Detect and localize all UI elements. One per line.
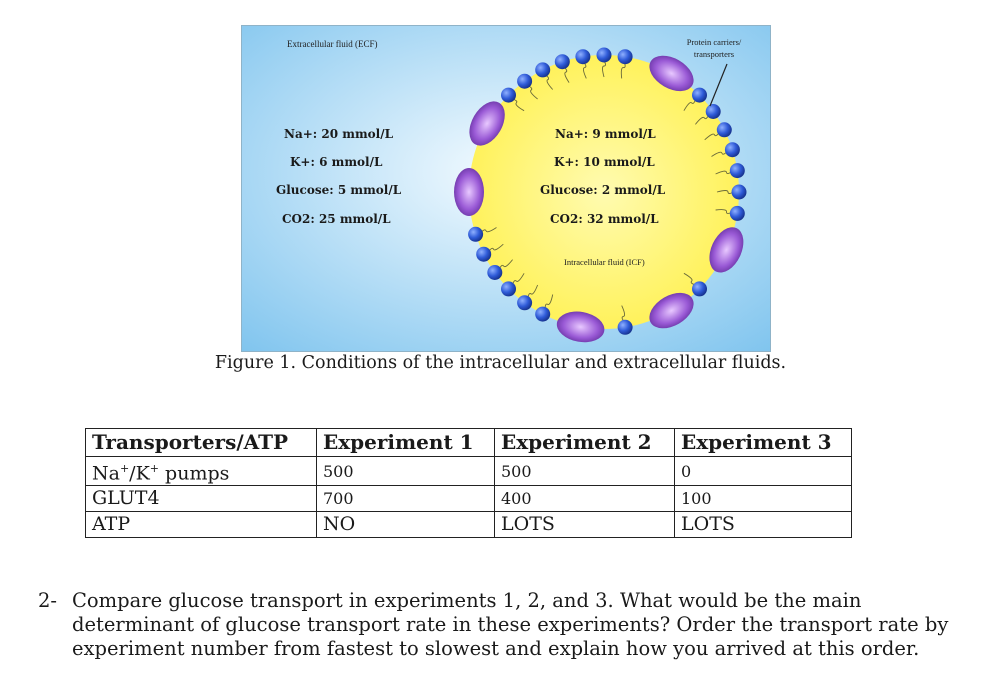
column-header: Transporters/ATP [86, 429, 317, 457]
phospholipid-head [692, 281, 707, 296]
icf-label: Intracellular fluid (ICF) [564, 257, 645, 267]
table-cell: 100 [675, 486, 852, 512]
phospholipid-head [517, 74, 532, 89]
row-label: ATP [86, 512, 317, 538]
phospholipid-head [730, 206, 745, 221]
table-cell: 500 [317, 457, 495, 486]
phospholipid-head [487, 265, 502, 280]
icf-value: Na+: 9 mmol/L [555, 127, 656, 141]
phospholipid-head [535, 62, 550, 77]
column-header: Experiment 2 [495, 429, 675, 457]
protein-carrier [454, 168, 484, 216]
table-cell: 400 [495, 486, 675, 512]
table-row [86, 457, 852, 486]
row-label-na-k-pumps: Na+/K+ pumps [86, 457, 317, 486]
experiment-table [85, 428, 852, 538]
carrier-label-line2: transporters [693, 49, 735, 59]
ecf-label: Extracellular fluid (ECF) [287, 39, 378, 49]
column-header: Experiment 1 [317, 429, 495, 457]
phospholipid-head [501, 281, 516, 296]
phospholipid-head [555, 54, 570, 69]
table-cell: 700 [317, 486, 495, 512]
phospholipid-head [717, 122, 732, 137]
carrier-label-line1: Protein carriers/ [686, 37, 742, 47]
question-number: 2- [38, 589, 57, 612]
ecf-value: K+: 6 mmol/L [290, 155, 383, 169]
icf-value: Glucose: 2 mmol/L [540, 183, 666, 197]
table-cell: NO [317, 512, 495, 538]
question-text: Compare glucose transport in experiments 1, 2, and 3. What would be the main determinant of glucose transport rate in these experiments? Order the transport rate by experiment number from fastest to slowest and explain how you arrived at this order. [72, 589, 949, 660]
icf-value: CO2: 32 mmol/L [550, 212, 659, 226]
phospholipid-head [706, 104, 721, 119]
cell-diagram [242, 26, 770, 351]
figure-caption: Figure 1. Conditions of the intracellular and extracellular fluids. [214, 353, 787, 373]
cell-figure [241, 25, 771, 352]
phospholipid-head [597, 48, 612, 63]
phospholipid-head [517, 295, 532, 310]
phospholipid-head [468, 227, 483, 242]
table-cell: 500 [495, 457, 675, 486]
phospholipid-head [692, 88, 707, 103]
phospholipid-head [535, 307, 550, 322]
phospholipid-head [575, 49, 590, 64]
table-row [86, 512, 852, 538]
table-cell: 0 [675, 457, 852, 486]
ecf-value: Na+: 20 mmol/L [284, 127, 394, 141]
phospholipid-head [618, 49, 633, 64]
column-header: Experiment 3 [675, 429, 852, 457]
ecf-value: CO2: 25 mmol/L [282, 212, 391, 226]
icf-value: K+: 10 mmol/L [554, 155, 655, 169]
row-label: GLUT4 [86, 486, 317, 512]
table-row [86, 486, 852, 512]
question-block [38, 589, 988, 661]
phospholipid-head [618, 320, 633, 335]
phospholipid-head [476, 247, 491, 262]
phospholipid-head [725, 142, 740, 157]
phospholipid-head [501, 88, 516, 103]
table-cell: LOTS [495, 512, 675, 538]
table-header-row [86, 429, 852, 457]
ecf-value: Glucose: 5 mmol/L [276, 183, 402, 197]
phospholipid-head [732, 185, 747, 200]
table-cell: LOTS [675, 512, 852, 538]
phospholipid-head [730, 163, 745, 178]
